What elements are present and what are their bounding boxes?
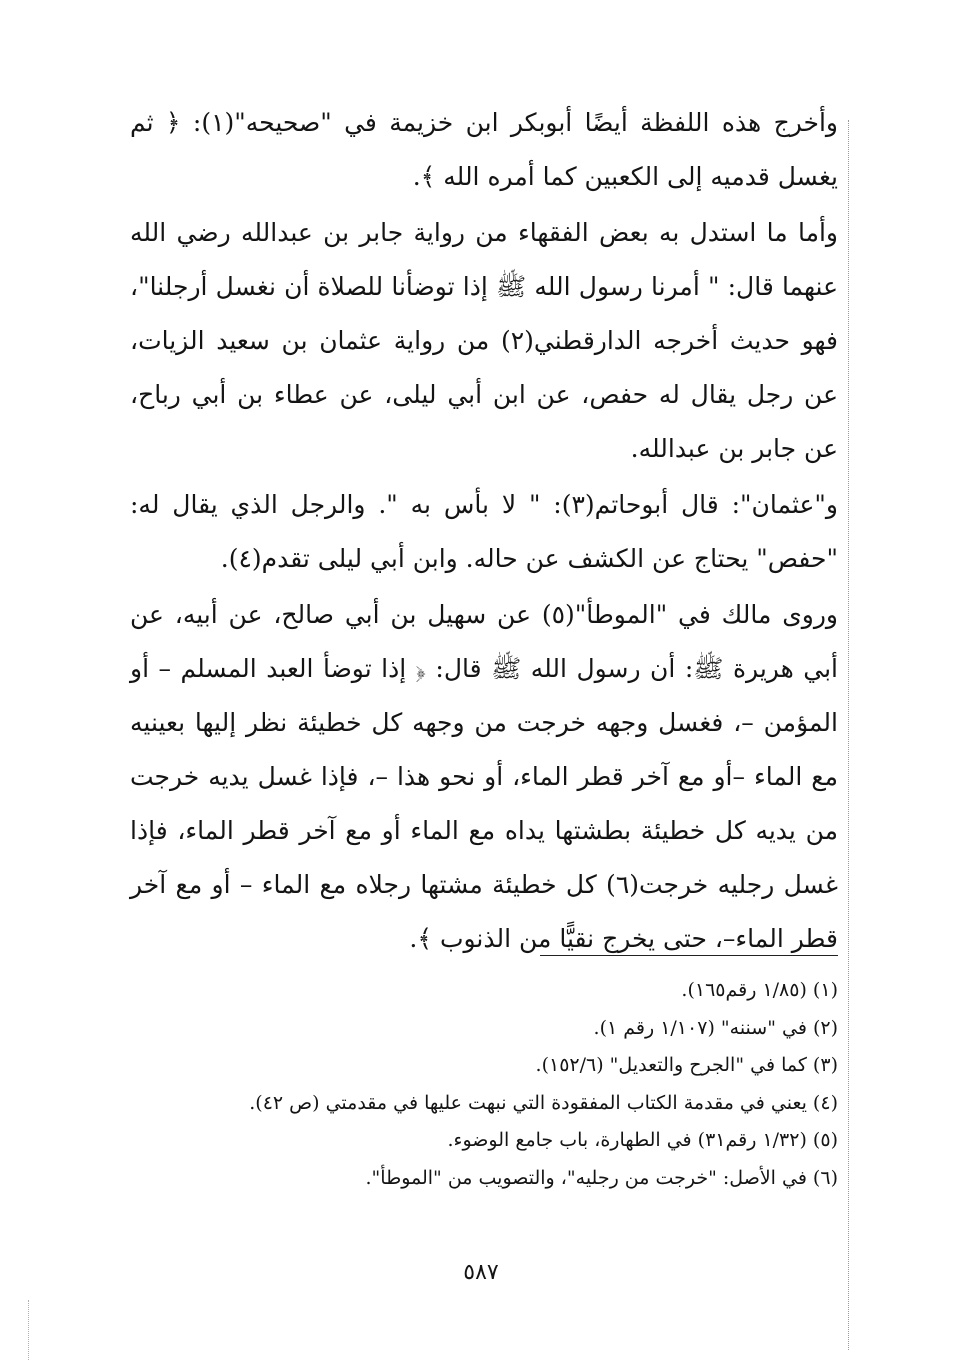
paragraph: وروى مالك في "الموطأ"(٥) عن سهيل بن أبي صالح، عن أبيه، عن أبي هريرة ﷺ: أن رسول الله ﷺ قال: ﴿ إذا توضأ العبد المسلم – أو المؤمن –، فغسل وجهه خرجت من وجهه كل خطيئة نظر إليها بعينيه مع الماء –أو مع آخر قطر الماء، أو نحو هذا –، فإذا غسل يديه خرجت من يديه كل خطيئة بطشتها يداه مع الماء أو مع آخر قطر الماء، فإذا غسل رجليه خرجت(٦) كل خطيئة مشتها رجلاه مع الماء – أو مع آخر قطر الماء–، حتى يخرج نقيًّا من الذنوب ﴾. xyxy=(130,600,838,953)
paragraph: و"عثمان": قال أبوحاتم(٣): " لا بأس به ". والرجل الذي يقال له: "حفص" يحتاج عن الكشف عن حاله. وابن أبي ليلى تقدم(٤). xyxy=(130,490,838,573)
footnote: (١) (١/٨٥ رقم١٦٥). xyxy=(681,979,838,1001)
page-number: ٥٨٧ xyxy=(463,1260,499,1285)
footnote: (٦) في الأصل: "خرجت من رجليه"، والتصويب من "الموطأ". xyxy=(365,1166,838,1189)
footnote: (٥) (١/٣٢ رقم٣١) في الطهارة، باب جامع الوضوء. xyxy=(447,1129,838,1151)
footnote-separator xyxy=(540,955,838,956)
footnote: (٢) في "سننه" (١/١٠٧ رقم ١). xyxy=(593,1016,838,1039)
paragraph: وأما ما استدل به بعض الفقهاء من رواية جابر بن عبدالله رضي الله عنهما قال: " أمرنا رسول الله ﷺ إذا توضأنا للصلاة أن نغسل أرجلنا"، فهو حديث أخرجه الدارقطني(٢) من رواية عثمان بن سعيد الزيات، عن رجل يقال له حفص، عن ابن أبي ليلى، عن عطاء بن أبي رباح، عن جابر بن عبدالله. xyxy=(130,218,838,463)
footnotes xyxy=(200,972,838,1197)
scan-edge-mark xyxy=(848,120,849,1350)
paragraph: وأخرج هذه اللفظة أيضًا أبوبكر ابن خزيمة في "صحيحه"(١): ﴿ ثم يغسل قدميه إلى الكعبين كما أمره الله ﴾. xyxy=(130,108,838,191)
footnote: (٣) كما في "الجرح والتعديل" (١٥٢/٦). xyxy=(535,1054,838,1076)
main-text xyxy=(130,96,838,966)
footnote: (٤) يعني في مقدمة الكتاب المفقودة التي نبهت عليها في مقدمتي (ص ٤٢). xyxy=(249,1091,838,1114)
scan-edge-mark-left xyxy=(28,1300,29,1360)
